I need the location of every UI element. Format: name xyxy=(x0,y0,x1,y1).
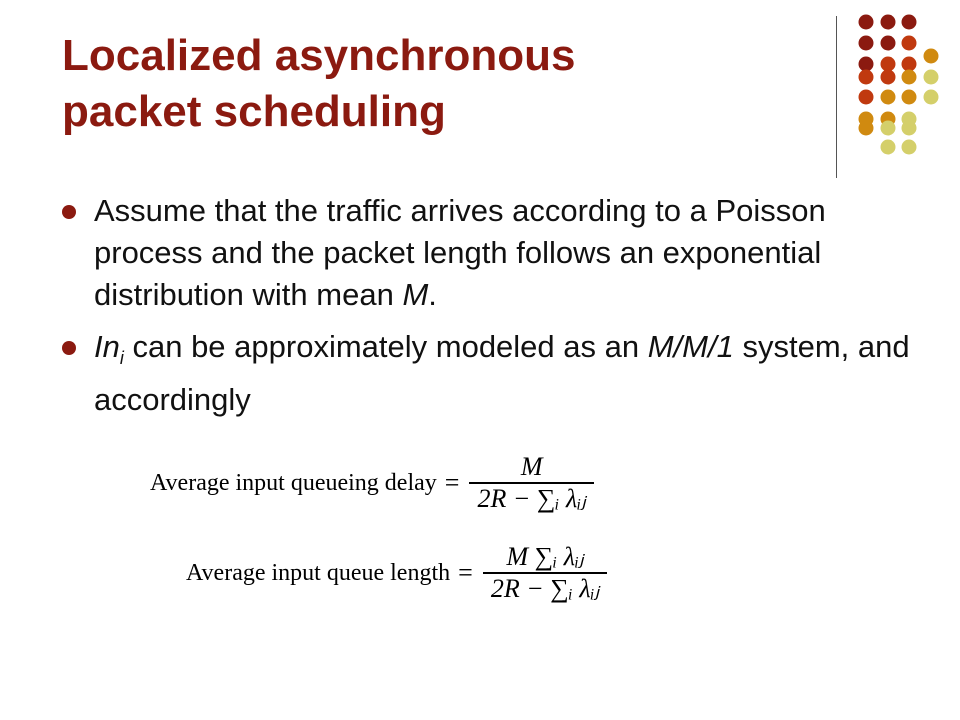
decorative-dot xyxy=(881,90,896,105)
decorative-dot xyxy=(902,15,917,30)
equation-label: Average input queue length xyxy=(186,559,451,586)
decorative-dot xyxy=(902,140,917,155)
bullet-subscript: i xyxy=(119,348,124,369)
bullet-dot-icon xyxy=(62,341,76,355)
equation-denominator: 2R − ∑ᵢ λᵢⱼ xyxy=(477,484,586,513)
decorative-dot xyxy=(859,70,874,85)
bullet-italic-mid: M/M/1 xyxy=(647,329,734,364)
equation-fraction xyxy=(483,542,608,604)
decorative-dot xyxy=(859,57,874,72)
equation-label: Average input queueing delay xyxy=(150,469,437,496)
equals-sign: = xyxy=(458,558,473,587)
bullet-text: can be approximately modeled as an xyxy=(123,329,648,364)
decorative-dot xyxy=(881,36,896,51)
bullet-text: Assume that the traffic arrives according to a Poisson process and the packet length follows an exponential distribution with mean xyxy=(94,193,826,312)
decorative-dot xyxy=(881,70,896,85)
equation-fraction xyxy=(469,452,594,514)
decorative-dot xyxy=(902,57,917,72)
bullet-item xyxy=(60,190,930,316)
equals-sign: = xyxy=(444,468,460,497)
bullet-tail: . xyxy=(428,277,437,312)
title-line-1: Localized asynchronous xyxy=(62,31,576,80)
equation-denominator: 2R − ∑ᵢ λᵢⱼ xyxy=(490,574,600,603)
decorative-dot-grid xyxy=(0,0,960,180)
decorative-dot xyxy=(859,90,874,105)
bullet-dot-icon xyxy=(62,205,76,219)
decorative-dot xyxy=(881,121,896,136)
equation-numerator: M xyxy=(469,452,594,484)
decorative-dot xyxy=(924,90,939,105)
bullet-italic-head: In xyxy=(94,329,120,364)
decorative-dot xyxy=(859,36,874,51)
decorative-dot xyxy=(902,121,917,136)
decorative-dot xyxy=(859,15,874,30)
decorative-dot xyxy=(859,121,874,136)
equation-queueing-delay xyxy=(150,452,594,514)
bullet-tail: system, and accordingly xyxy=(94,329,910,418)
bullet-item xyxy=(60,326,930,421)
decorative-dot xyxy=(881,15,896,30)
decorative-dot xyxy=(881,140,896,155)
decorative-dot xyxy=(924,49,939,64)
decorative-dot xyxy=(902,90,917,105)
decorative-dot xyxy=(881,57,896,72)
decorative-dot xyxy=(902,70,917,85)
equation-numerator: M ∑ᵢ λᵢⱼ xyxy=(483,542,608,574)
bullet-italic: M xyxy=(402,277,429,312)
decorative-dot xyxy=(902,36,917,51)
title-line-2: packet scheduling xyxy=(62,87,446,136)
equation-queue-length xyxy=(186,542,607,604)
bullet-list xyxy=(60,190,930,431)
decorative-dot xyxy=(924,70,939,85)
